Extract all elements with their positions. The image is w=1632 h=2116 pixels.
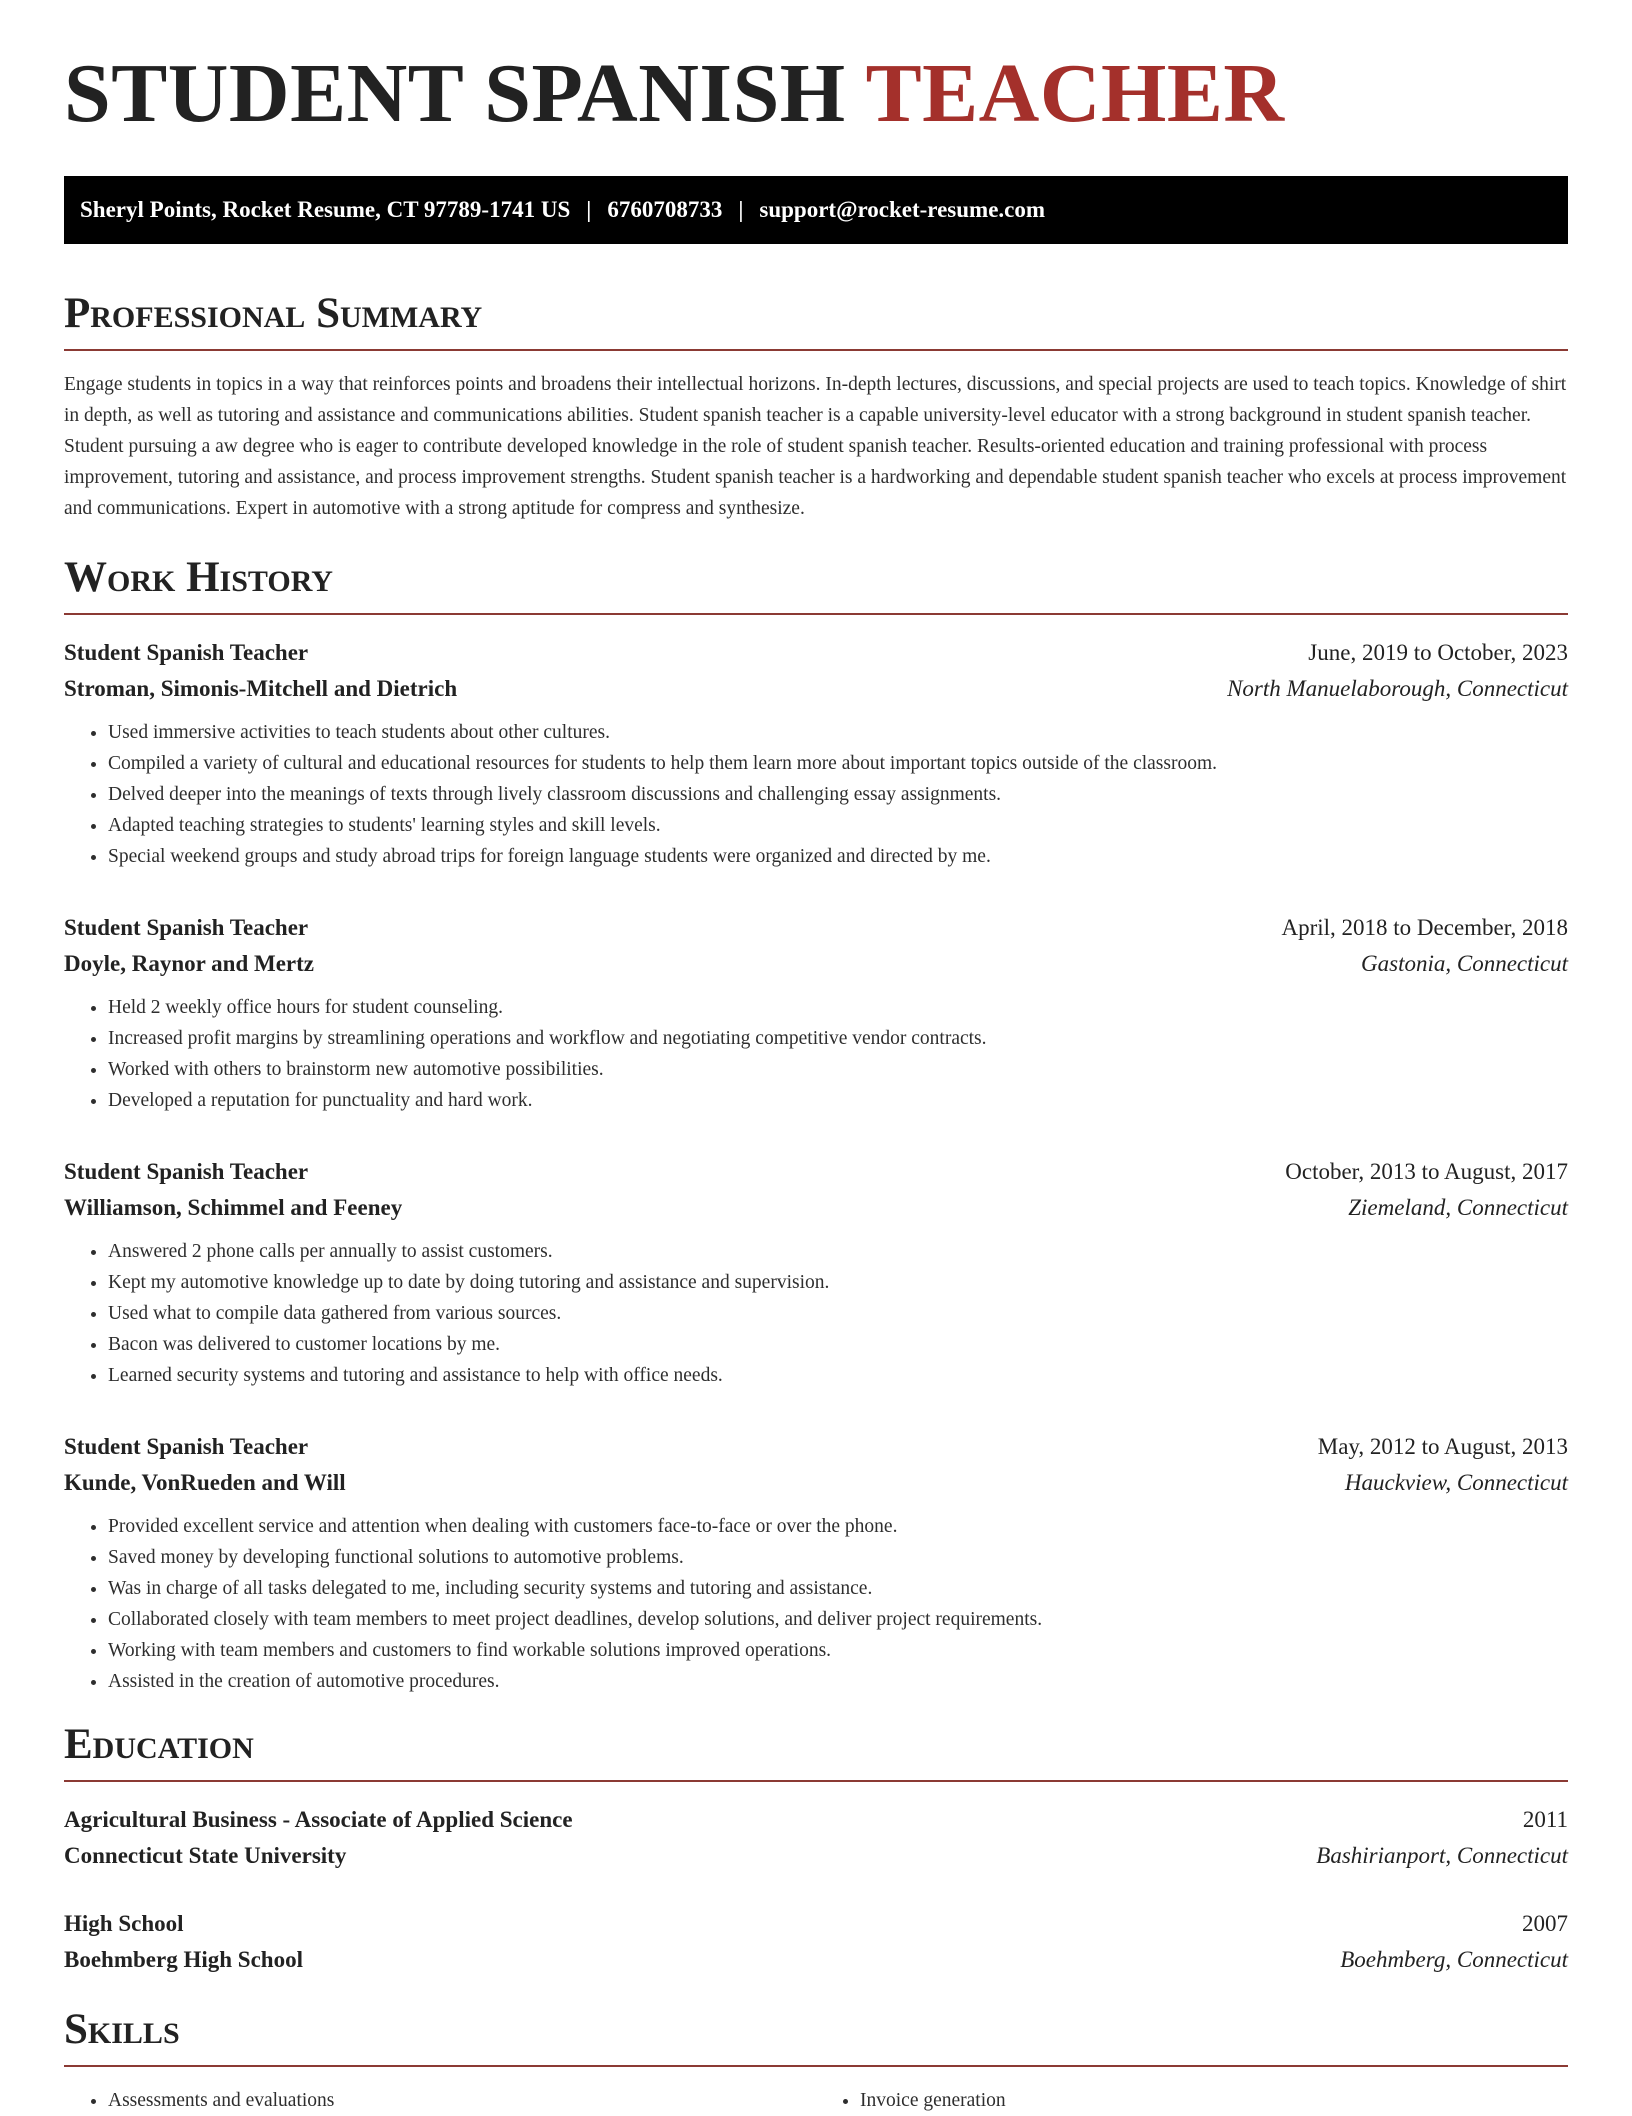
job-bullet: • Adapted teaching strategies to students' learning styles and skill levels.	[108, 810, 1568, 841]
contact-email: support@rocket-resume.com	[759, 197, 1046, 222]
job-bullet: • Learned security systems and tutoring and assistance to help with office needs.	[108, 1360, 1568, 1391]
job-dates: April, 2018 to December, 2018	[1281, 915, 1568, 940]
education-heading: Education	[64, 1723, 1568, 1782]
job-bullet: • Working with team members and customers to find workable solutions improved operations.	[108, 1635, 1568, 1666]
job-bullet: • Held 2 weekly office hours for student counseling.	[108, 992, 1568, 1023]
contact-address: Sheryl Points, Rocket Resume, CT 97789-1741 US	[80, 197, 571, 222]
job-company: Kunde, VonRueden and Will	[64, 1470, 346, 1495]
job-location: North Manuelaborough, Connecticut	[1227, 676, 1568, 701]
job-company: Stroman, Simonis-Mitchell and Dietrich	[64, 676, 458, 701]
skill-item: • Invoice generation	[860, 2085, 1568, 2116]
education-school: Connecticut State University	[64, 1843, 347, 1868]
skills-heading: Skills	[64, 2008, 1568, 2067]
job-bullet: • Collaborated closely with team members to meet project deadlines, develop solutions, and deliver project requirements.	[108, 1604, 1568, 1635]
job-entry	[64, 635, 1568, 872]
contact-separator: |	[738, 197, 744, 222]
job-location: Gastonia, Connecticut	[1361, 951, 1568, 976]
education-degree: Agricultural Business - Associate of Applied Science	[64, 1807, 573, 1832]
job-company: Williamson, Schimmel and Feeney	[64, 1195, 403, 1220]
education-location: Boehmberg, Connecticut	[1340, 1947, 1568, 1972]
job-bullet: • Saved money by developing functional solutions to automotive problems.	[108, 1542, 1568, 1573]
contact-separator: |	[586, 197, 592, 222]
job-bullet: • Increased profit margins by streamlining operations and workflow and negotiating competitive vendor contracts.	[108, 1023, 1568, 1054]
job-title: Student Spanish Teacher	[64, 1434, 309, 1459]
job-bullet: • Provided excellent service and attention when dealing with customers face-to-face or over the phone.	[108, 1511, 1568, 1542]
education-entry	[64, 1802, 1568, 1874]
job-dates: June, 2019 to October, 2023	[1308, 640, 1568, 665]
contact-bar	[64, 176, 1568, 244]
summary-heading: Professional Summary	[64, 292, 1568, 351]
job-bullet: • Was in charge of all tasks delegated to me, including security systems and tutoring and assistance.	[108, 1573, 1568, 1604]
job-dates: October, 2013 to August, 2017	[1285, 1159, 1568, 1184]
job-entry	[64, 1429, 1568, 1697]
job-bullet: • Worked with others to brainstorm new automotive possibilities.	[108, 1054, 1568, 1085]
job-location: Ziemeland, Connecticut	[1348, 1195, 1568, 1220]
job-bullets	[64, 1236, 1568, 1391]
job-entry	[64, 910, 1568, 1116]
title-main: STUDENT SPANISH	[64, 47, 846, 140]
job-location: Hauckview, Connecticut	[1344, 1470, 1568, 1495]
education-year: 2011	[1522, 1807, 1568, 1832]
skills-list	[64, 2085, 1568, 2116]
job-title: Student Spanish Teacher	[64, 640, 309, 665]
job-entry	[64, 1154, 1568, 1391]
education-degree: High School	[64, 1911, 184, 1936]
job-bullet: • Assisted in the creation of automotive procedures.	[108, 1666, 1568, 1697]
job-bullets	[64, 992, 1568, 1116]
summary-text: Engage students in topics in a way that reinforces points and broadens their intellectual horizons. In-depth lectures, discussions, and special projects are used to teach topics. Knowledge of shirt in depth, as well as tutoring and assistance and communications abilities. Student spanish teacher is a capable university-level educator with a strong background in student spanish teacher. Student pursuing a aw degree who is eager to contribute developed knowledge in the role of student spanish teacher. Results-oriented education and training professional with process improvement, tutoring and assistance, and process improvement strengths. Student spanish teacher is a hardworking and dependable student spanish teacher who excels at process improvement and communications. Expert in automotive with a strong aptitude for compress and synthesize.	[64, 374, 1567, 519]
job-bullet: • Used what to compile data gathered from various sources.	[108, 1298, 1568, 1329]
job-bullet: • Developed a reputation for punctuality and hard work.	[108, 1085, 1568, 1116]
title-accent: TEACHER	[865, 47, 1285, 140]
job-title: Student Spanish Teacher	[64, 915, 309, 940]
education-location: Bashirianport, Connecticut	[1316, 1843, 1568, 1868]
skills-column-left	[64, 2085, 816, 2116]
skill-item: • Assessments and evaluations	[108, 2085, 816, 2116]
job-dates: May, 2012 to August, 2013	[1317, 1434, 1568, 1459]
job-title: Student Spanish Teacher	[64, 1159, 309, 1184]
education-school: Boehmberg High School	[64, 1947, 303, 1972]
work-history-heading: Work History	[64, 556, 1568, 615]
job-bullet: • Special weekend groups and study abroad trips for foreign language students were organized and directed by me.	[108, 841, 1568, 872]
job-bullet: • Delved deeper into the meanings of texts through lively classroom discussions and challenging essay assignments.	[108, 779, 1568, 810]
job-bullets	[64, 1511, 1568, 1697]
contact-phone: 6760708733	[607, 197, 723, 222]
job-bullet: • Kept my automotive knowledge up to date by doing tutoring and assistance and supervision.	[108, 1267, 1568, 1298]
education-entry	[64, 1906, 1568, 1978]
job-bullet: • Bacon was delivered to customer locations by me.	[108, 1329, 1568, 1360]
job-bullet: • Compiled a variety of cultural and educational resources for students to help them learn more about important topics outside of the classroom.	[108, 748, 1568, 779]
job-bullet: • Used immersive activities to teach students about other cultures.	[108, 717, 1568, 748]
job-bullet: • Answered 2 phone calls per annually to assist customers.	[108, 1236, 1568, 1267]
job-bullets	[64, 717, 1568, 872]
page-title	[64, 0, 1568, 140]
education-year: 2007	[1522, 1911, 1568, 1936]
job-company: Doyle, Raynor and Mertz	[64, 951, 314, 976]
skills-column-right	[816, 2085, 1568, 2116]
